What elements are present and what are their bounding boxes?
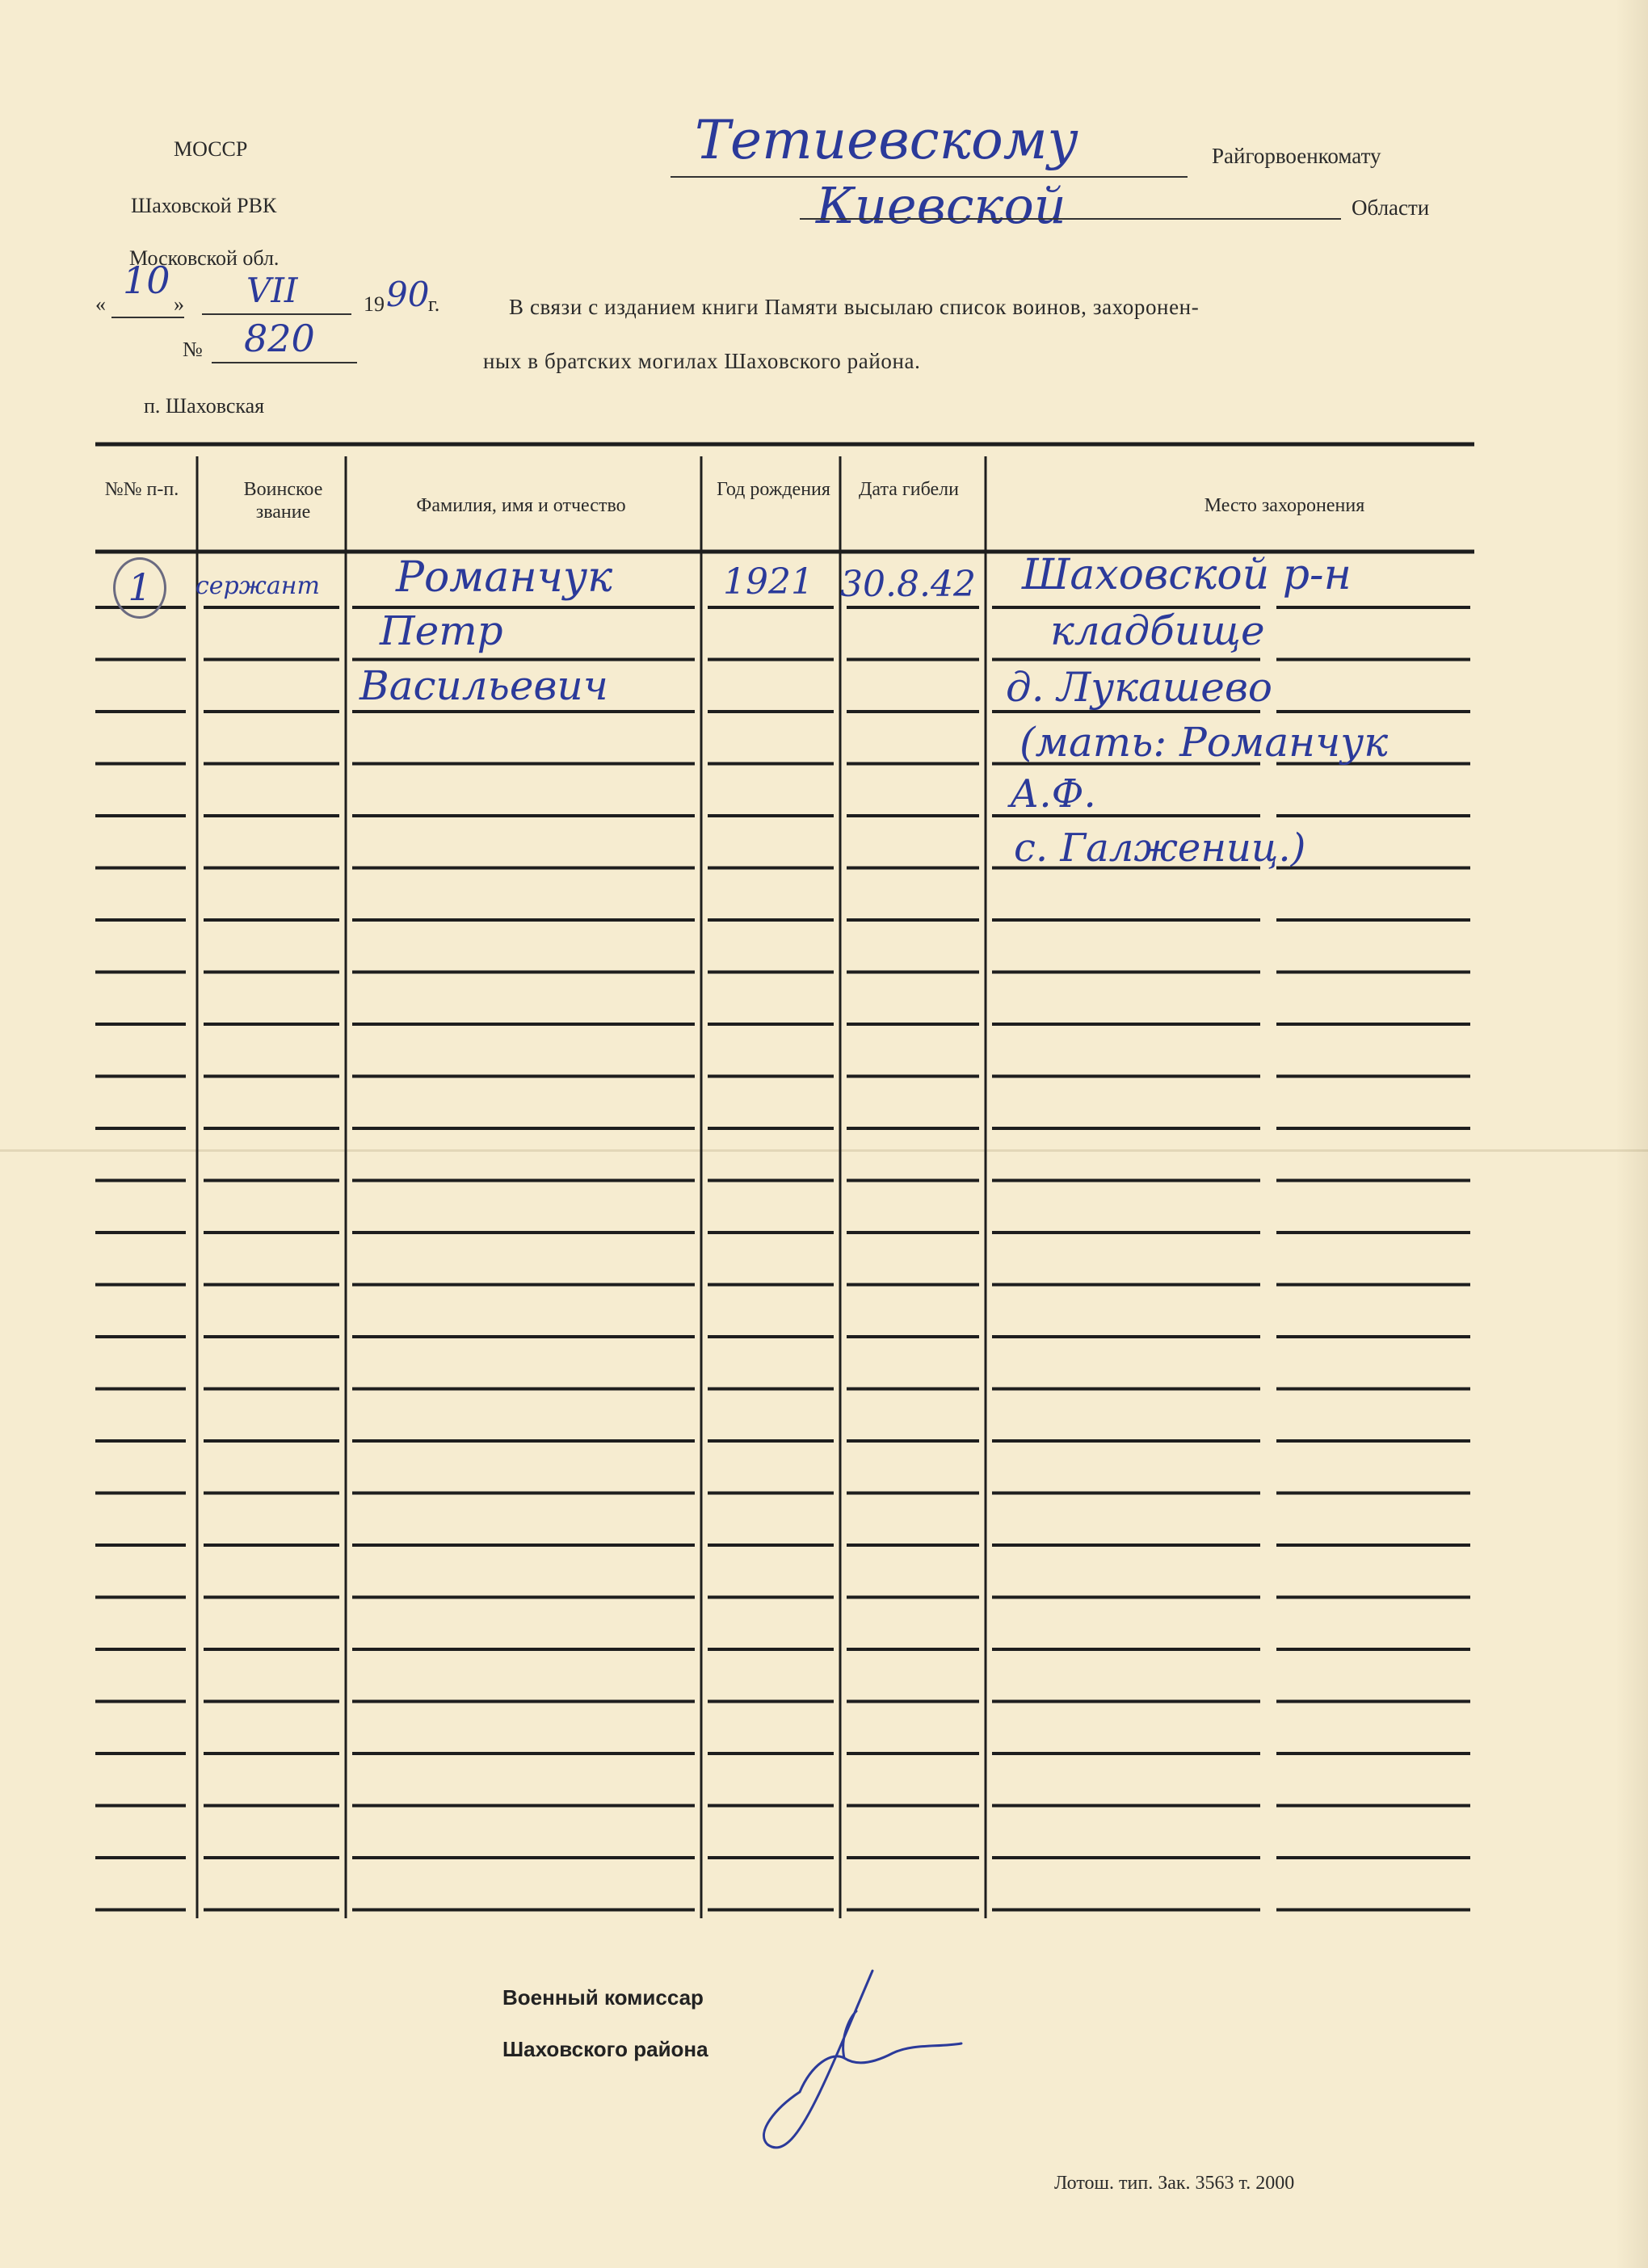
body-text-line2: ных в братских могилах Шаховского района. bbox=[483, 349, 921, 373]
col-header-birth-year: Год рождения bbox=[717, 479, 830, 500]
row1-burial-line3: д. Лукашево bbox=[1006, 664, 1273, 711]
row1-burial-line6: с. Галжениц.) bbox=[1014, 825, 1306, 871]
row1-death-date: 30.8.42 bbox=[840, 564, 976, 605]
date-day-handwritten: 10 bbox=[123, 258, 170, 302]
date-open-quote: « bbox=[95, 292, 106, 316]
date-month-handwritten: VII bbox=[246, 271, 298, 310]
recipient-oblast: Области bbox=[1352, 195, 1430, 220]
print-info: Лотош. тип. Зак. 3563 т. 2000 bbox=[1054, 2173, 1295, 2194]
row1-first-name: Петр bbox=[380, 607, 503, 654]
signer-title-line2: Шаховского района bbox=[502, 2037, 708, 2061]
signature bbox=[751, 1963, 1010, 2165]
row1-birth-year: 1921 bbox=[723, 561, 813, 603]
row1-burial-line5: А.Ф. bbox=[1010, 771, 1096, 817]
row1-burial-line4: (мать: Романчук bbox=[1019, 719, 1389, 766]
sender-office: Шаховской РВК bbox=[131, 194, 277, 217]
col-header-rank: Воинское звание bbox=[243, 479, 323, 523]
date-close-quote: » bbox=[174, 292, 184, 316]
row1-burial-line2: кладбище bbox=[1050, 607, 1265, 654]
sender-ministry: МОССР bbox=[174, 137, 248, 161]
number-sign: № bbox=[183, 338, 203, 361]
row1-patronymic: Васильевич bbox=[359, 662, 608, 709]
col-header-death-date: Дата гибели bbox=[859, 479, 959, 500]
date-year-prefix: 19 bbox=[364, 292, 385, 316]
recipient-handwritten-line2: Киевской bbox=[816, 176, 1066, 235]
recipient-handwritten-line1: Тетиевскому bbox=[695, 109, 1078, 171]
row1-surname: Романчук bbox=[396, 553, 613, 602]
col-header-burial-place: Место захоронения bbox=[1204, 495, 1365, 516]
sender-place: п. Шаховская bbox=[144, 394, 265, 418]
col-header-name: Фамилия, имя и отчество bbox=[416, 495, 626, 516]
col-header-number: №№ п-п. bbox=[104, 479, 179, 500]
row1-rank: сержант bbox=[195, 572, 320, 600]
row1-number-circled: 1 bbox=[113, 557, 166, 619]
sender-region: Московской обл. bbox=[129, 246, 280, 270]
date-year-handwritten: 90 bbox=[386, 275, 430, 314]
recipient-raigorvoenkomat: Райгорвоенкомату bbox=[1212, 144, 1381, 168]
signer-title-line1: Военный комиссар bbox=[502, 1985, 704, 2010]
number-handwritten: 820 bbox=[244, 317, 315, 360]
date-year-unit: г. bbox=[428, 292, 440, 316]
row1-burial-line1: Шаховской р-н bbox=[1022, 551, 1352, 599]
body-text-line1: В связи с изданием книги Памяти высылаю список воинов, захоронен- bbox=[509, 295, 1200, 319]
